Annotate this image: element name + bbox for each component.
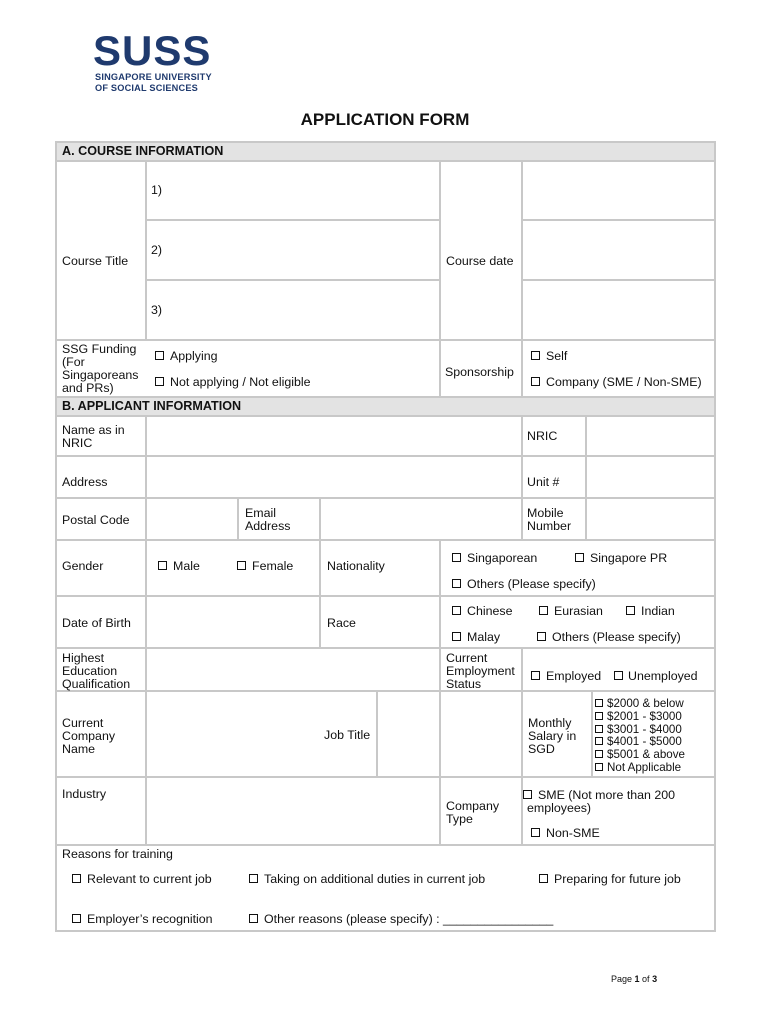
reason-other-label: Other reasons (please specify) : ________________ <box>264 912 554 926</box>
company-name-label: Current Company Name <box>62 716 116 757</box>
dob-label: Date of Birth <box>62 616 131 630</box>
reason-future-option[interactable] <box>539 873 681 886</box>
logo-line-2: OF SOCIAL SCIENCES <box>95 83 198 93</box>
checkbox-icon[interactable] <box>72 914 81 923</box>
not-applying-label: Not applying / Not eligible <box>170 375 311 389</box>
unemployed-label: Unemployed <box>628 669 698 683</box>
checkbox-icon[interactable] <box>531 351 540 360</box>
chinese-label: Chinese <box>467 604 513 618</box>
applying-label: Applying <box>170 349 218 363</box>
page-prefix: Page <box>611 974 635 984</box>
reason-duties-option[interactable] <box>249 873 485 886</box>
email-label: Email Address <box>245 506 291 534</box>
checkbox-icon[interactable] <box>595 737 603 745</box>
race-label: Race <box>327 616 356 630</box>
checkbox-icon[interactable] <box>531 828 540 837</box>
singapore-pr-label: Singapore PR <box>590 551 668 565</box>
female-label: Female <box>252 559 294 573</box>
mobile-label: Mobile Number <box>527 506 572 534</box>
male-option[interactable] <box>158 560 200 573</box>
salary-option-label: Not Applicable <box>607 760 682 774</box>
checkbox-icon[interactable] <box>537 632 546 641</box>
page-of: of <box>639 974 653 984</box>
self-option[interactable] <box>531 350 567 363</box>
unemployed-option[interactable] <box>614 670 698 683</box>
race-others-label: Others (Please specify) <box>552 630 681 644</box>
monthly-salary-label: Monthly Salary in SGD <box>528 716 577 757</box>
sme-option[interactable] <box>527 789 712 815</box>
nric-label: NRIC <box>527 429 558 443</box>
section-b-header: B. APPLICANT INFORMATION <box>56 397 715 416</box>
singaporean-option[interactable] <box>452 552 537 565</box>
indian-label: Indian <box>641 604 675 618</box>
highest-edu-label: Highest Education Qualification <box>62 651 131 692</box>
checkbox-icon[interactable] <box>575 553 584 562</box>
section-a-header: A. COURSE INFORMATION <box>56 142 715 161</box>
page-number: 1 <box>634 974 640 984</box>
page-total: 3 <box>652 974 658 984</box>
logo-line-1: SINGAPORE UNIVERSITY <box>95 72 212 82</box>
eurasian-label: Eurasian <box>554 604 603 618</box>
employed-label: Employed <box>546 669 602 683</box>
name-nric-label: Name as in NRIC <box>62 423 125 451</box>
applying-option[interactable] <box>155 350 218 363</box>
salary-option-label: $3001 - $4000 <box>607 722 682 736</box>
address-label: Address <box>62 475 108 489</box>
male-label: Male <box>173 559 200 573</box>
checkbox-icon[interactable] <box>158 561 167 570</box>
checkbox-icon[interactable] <box>595 699 603 707</box>
singapore-pr-option[interactable] <box>575 552 667 565</box>
course-entry-1[interactable]: 1) <box>151 183 163 197</box>
salary-option-label: $2001 - $3000 <box>607 709 682 723</box>
malay-option[interactable] <box>452 631 500 644</box>
job-title-label: Job Title <box>324 728 371 742</box>
checkbox-icon[interactable] <box>595 725 603 733</box>
checkbox-icon[interactable] <box>531 671 540 680</box>
course-date-label: Course date <box>446 254 514 268</box>
checkbox-icon[interactable] <box>595 763 603 771</box>
checkbox-icon[interactable] <box>595 712 603 720</box>
nationality-label: Nationality <box>327 559 385 573</box>
reason-duties-label: Taking on additional duties in current job <box>264 872 486 886</box>
employment-status-label: Current Employment Status <box>446 651 515 692</box>
checkbox-icon[interactable] <box>249 874 258 883</box>
checkbox-icon[interactable] <box>452 553 461 562</box>
non-sme-label: Non-SME <box>546 826 600 840</box>
company-label: Company (SME / Non-SME) <box>546 375 702 389</box>
salary-option-label: $2000 & below <box>607 697 684 710</box>
company-option[interactable] <box>531 376 702 389</box>
reason-relevant-label: Relevant to current job <box>87 872 212 886</box>
checkbox-icon[interactable] <box>595 750 603 758</box>
checkbox-icon[interactable] <box>155 351 164 360</box>
company-type-label: Company Type <box>446 799 500 827</box>
reason-relevant-option[interactable] <box>72 873 212 886</box>
course-entry-3[interactable]: 3) <box>151 303 163 317</box>
reason-employer-label: Employer’s recognition <box>87 912 213 926</box>
page-indicator <box>611 974 657 984</box>
salary-options <box>595 698 685 775</box>
logo-wordmark: SUSS <box>93 27 212 74</box>
indian-option[interactable] <box>626 605 675 618</box>
checkbox-icon[interactable] <box>237 561 246 570</box>
checkbox-icon[interactable] <box>539 874 548 883</box>
checkbox-icon[interactable] <box>155 377 164 386</box>
reason-future-label: Preparing for future job <box>554 872 681 886</box>
unit-label: Unit # <box>527 475 560 489</box>
singaporean-label: Singaporean <box>467 551 538 565</box>
ssg-funding-label: SSG Funding (For Singaporeans and PRs) <box>62 342 139 396</box>
sme-label: SME (Not more than 200 employees) <box>527 788 676 816</box>
checkbox-icon[interactable] <box>614 671 623 680</box>
checkbox-icon[interactable] <box>523 790 532 799</box>
form-title: APPLICATION FORM <box>300 110 470 129</box>
course-entry-2[interactable]: 2) <box>151 243 163 257</box>
chinese-option[interactable] <box>452 605 512 618</box>
reason-employer-option[interactable] <box>72 913 213 926</box>
checkbox-icon[interactable] <box>531 377 540 386</box>
race-others-option[interactable] <box>537 631 681 644</box>
employed-option[interactable] <box>531 670 601 683</box>
salary-option-label: $5001 & above <box>607 748 686 762</box>
gender-label: Gender <box>62 559 104 573</box>
industry-label: Industry <box>62 787 107 801</box>
checkbox-icon[interactable] <box>452 606 461 615</box>
malay-label: Malay <box>467 630 501 644</box>
course-title-label: Course Title <box>62 254 129 268</box>
reasons-label: Reasons for training <box>62 847 173 861</box>
checkbox-icon[interactable] <box>452 579 461 588</box>
checkbox-icon[interactable] <box>539 606 548 615</box>
postal-code-label: Postal Code <box>62 513 130 527</box>
salary-option-label: $4001 - $5000 <box>607 735 682 749</box>
nationality-others-option[interactable] <box>452 578 596 591</box>
nationality-others-label: Others (Please specify) <box>467 577 596 591</box>
checkbox-icon[interactable] <box>249 914 258 923</box>
sponsorship-label: Sponsorship <box>445 365 514 379</box>
eurasian-option[interactable] <box>539 605 603 618</box>
checkbox-icon[interactable] <box>452 632 461 641</box>
non-sme-option[interactable] <box>531 827 600 840</box>
reason-other-option[interactable] <box>249 913 553 926</box>
female-option[interactable] <box>237 560 293 573</box>
checkbox-icon[interactable] <box>72 874 81 883</box>
not-applying-option[interactable] <box>155 376 311 389</box>
self-label: Self <box>546 349 568 363</box>
checkbox-icon[interactable] <box>626 606 635 615</box>
salary-option[interactable] <box>595 762 685 775</box>
